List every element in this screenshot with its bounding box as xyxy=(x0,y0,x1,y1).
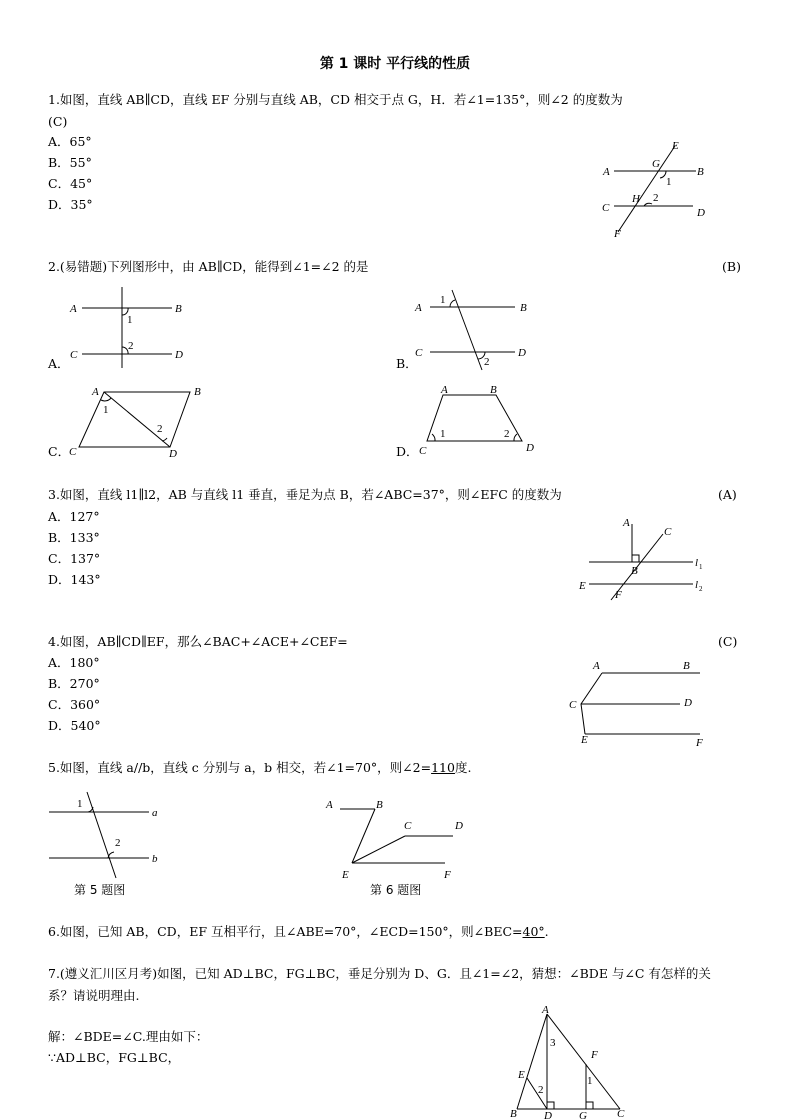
q7-figure-stroke xyxy=(527,1078,547,1109)
q2-figure-b xyxy=(410,288,540,373)
q2-figure-b-label: D xyxy=(518,347,526,359)
q2-figure-c-stroke xyxy=(162,438,167,441)
label-f: F xyxy=(614,228,621,240)
q2-option-d: D． xyxy=(396,444,419,459)
q2-figure-c-stroke xyxy=(101,398,111,401)
q6-figure-label: F xyxy=(444,869,451,881)
q3-figure-label: l xyxy=(695,557,699,569)
q2-figure-b-stroke xyxy=(452,290,482,370)
q2-figure-d-label: B xyxy=(490,384,497,396)
q1-option-b: B．55° xyxy=(48,155,92,170)
q7-figure-label: F xyxy=(591,1049,598,1061)
q2-option-b: B． xyxy=(396,356,418,371)
q3-figure-label: 2 xyxy=(699,585,703,593)
q4-figure-label: F xyxy=(696,737,703,749)
q1-stem: 1.如图，直线 AB∥CD，直线 EF 分别与直线 AB，CD 相交于点 G，H．若∠1=135°，则∠2 的度数为 xyxy=(48,92,623,107)
label-g: G xyxy=(652,158,660,170)
q7-figure-stroke xyxy=(547,1014,620,1109)
q2-figure-c-label: C xyxy=(69,446,77,458)
q6-figure-stroke xyxy=(352,836,405,863)
q2-figure-a xyxy=(62,285,192,370)
label-e: E xyxy=(672,140,679,152)
q7-figure-label: 2 xyxy=(538,1084,544,1096)
q2-figure-a-label: 2 xyxy=(128,340,134,352)
q7-figure-label: E xyxy=(518,1069,525,1081)
q2-figure-d-label: 2 xyxy=(504,428,510,440)
q7-figure-label: C xyxy=(617,1108,625,1119)
q7-figure-stroke xyxy=(586,1102,593,1109)
q5-figure-label: a xyxy=(152,807,158,819)
label-d: D xyxy=(697,207,705,219)
label-h: H xyxy=(632,193,640,205)
q4-answer: (C) xyxy=(718,634,738,649)
q6-figure-label: C xyxy=(404,820,412,832)
q2-option-a: A． xyxy=(48,356,70,371)
q7-figure-label: G xyxy=(579,1110,587,1119)
q2-figure-b-stroke xyxy=(450,300,455,307)
q7-figure xyxy=(505,1002,635,1119)
q5-figure-label: b xyxy=(152,853,158,865)
q5-figure-stroke xyxy=(87,792,116,878)
page-title: 第 1 课时 平行线的性质 xyxy=(319,56,471,72)
q7-figure-label: B xyxy=(510,1108,517,1119)
q7-stem-line2: 系？请说明理由. xyxy=(48,988,140,1003)
q2-figure-a-label: C xyxy=(70,349,78,361)
q6-caption: 第 6 题图 xyxy=(370,883,422,897)
q2-figure-b-label: 1 xyxy=(440,294,446,306)
q2-figure-b-label: 2 xyxy=(484,356,490,368)
q7-figure-stroke xyxy=(547,1102,554,1109)
q3-figure xyxy=(575,512,715,604)
q4-option-a: A．180° xyxy=(48,655,100,670)
q3-stem: 3.如图，直线 l1∥l2，AB 与直线 l1 垂直，垂足为点 B，若∠ABC=37°，则∠EFC 的度数为 xyxy=(48,487,562,502)
line-ef xyxy=(618,146,675,232)
q1-option-a: A．65° xyxy=(48,134,92,149)
q6-figure-label: B xyxy=(376,799,383,811)
q2-figure-c-label: 2 xyxy=(157,423,163,435)
q3-figure-label: E xyxy=(579,580,586,592)
q2-answer: (B) xyxy=(722,259,741,274)
q6-figure-label: D xyxy=(455,820,463,832)
q2-figure-b-label: C xyxy=(415,347,423,359)
q6-stem: 6.如图，已知 AB，CD，EF 互相平行，且∠ABE=70°，∠ECD=150°，则∠BEC=40°. xyxy=(48,924,549,939)
label-b: B xyxy=(697,166,704,178)
q3-figure-label: l xyxy=(695,579,699,591)
q2-figure-c-label: A xyxy=(92,386,99,398)
q5-figure xyxy=(44,790,174,880)
label-a: A xyxy=(603,166,610,178)
q6-answer: 40° xyxy=(522,924,545,939)
q7-solution-line2: ∵AD⊥BC，FG⊥BC， xyxy=(48,1050,181,1065)
q3-figure-label: A xyxy=(623,517,630,529)
q3-figure-label: 1 xyxy=(699,563,703,571)
q4-figure-label: A xyxy=(593,660,600,672)
q3-figure-label: C xyxy=(664,526,672,538)
q2-figure-a-label: D xyxy=(175,349,183,361)
q2-figure-c-label: 1 xyxy=(103,404,109,416)
q7-figure-label: 1 xyxy=(587,1075,593,1087)
q2-figure-c-stroke xyxy=(104,392,170,447)
q4-figure-label: C xyxy=(569,699,577,711)
q4-option-b: B．270° xyxy=(48,676,100,691)
q3-figure-stroke xyxy=(632,555,639,562)
q4-figure xyxy=(560,655,710,750)
q4-figure-label: E xyxy=(581,734,588,746)
q2-option-c: C． xyxy=(48,444,71,459)
q1-answer: (C) xyxy=(48,114,68,129)
q4-option-d: D．540° xyxy=(48,718,101,733)
q4-figure-label: B xyxy=(683,660,690,672)
q2-figure-d-label: C xyxy=(419,445,427,457)
q2-figure-b-label: A xyxy=(415,302,422,314)
q2-figure-c-label: D xyxy=(169,448,177,460)
q2-figure-a-label: B xyxy=(175,303,182,315)
label-angle-2: 2 xyxy=(653,192,659,204)
q7-figure-label: D xyxy=(544,1110,552,1119)
q2-figure-c xyxy=(66,381,216,461)
q2-figure-a-label: A xyxy=(70,303,77,315)
q3-option-a: A．127° xyxy=(48,509,100,524)
q7-stem-line1: 7.(遵义汇川区月考)如图，已知 AD⊥BC，FG⊥BC，垂足分别为 D、G．且∠1=∠2，猜想：∠BDE 与∠C 有怎样的关 xyxy=(48,966,711,981)
q3-figure-label: F xyxy=(615,589,622,601)
q2-figure-d-stroke xyxy=(514,434,517,441)
q3-option-c: C．137° xyxy=(48,551,101,566)
q2-figure-d-stroke xyxy=(432,434,435,441)
q2-stem: 2.(易错题)下列图形中，由 AB∥CD，能得到∠1=∠2 的是 xyxy=(48,259,369,274)
q2-figure-b-label: B xyxy=(520,302,527,314)
q2-figure-c-label: B xyxy=(194,386,201,398)
q2-figure-d-label: D xyxy=(526,442,534,454)
q6-figure-stroke xyxy=(352,809,375,863)
q3-option-b: B．133° xyxy=(48,530,100,545)
q2-figure-c-stroke xyxy=(79,392,190,447)
q1-figure xyxy=(596,138,716,242)
q1-option-c: C．45° xyxy=(48,176,93,191)
label-c: C xyxy=(602,202,610,214)
q2-figure-a-label: 1 xyxy=(127,314,133,326)
q7-solution-line1: 解：∠BDE=∠C.理由如下： xyxy=(48,1029,209,1044)
q6-figure-label: A xyxy=(326,799,333,811)
q5-answer: 110 xyxy=(431,760,455,775)
q4-option-c: C．360° xyxy=(48,697,101,712)
q4-stem: 4.如图，AB∥CD∥EF，那么∠BAC+∠ACE+∠CEF= xyxy=(48,634,348,649)
q7-figure-label: A xyxy=(542,1004,549,1016)
q5-stem: 5.如图，直线 a//b，直线 c 分别与 a，b 相交，若∠1=70°，则∠2=110度. xyxy=(48,760,472,775)
q2-figure-d-label: 1 xyxy=(440,428,446,440)
q5-caption: 第 5 题图 xyxy=(74,883,126,897)
q7-figure-label: 3 xyxy=(550,1037,556,1049)
q3-figure-label: B xyxy=(631,565,638,577)
label-angle-1: 1 xyxy=(666,176,672,188)
q6-figure-label: E xyxy=(342,869,349,881)
q3-option-d: D．143° xyxy=(48,572,101,587)
q5-figure-label: 2 xyxy=(115,837,121,849)
q5-figure-label: 1 xyxy=(77,798,83,810)
q1-option-d: D．35° xyxy=(48,197,93,212)
q6-figure xyxy=(320,793,470,883)
q3-answer: (A) xyxy=(718,487,737,502)
q2-figure-d xyxy=(410,381,550,461)
q4-figure-label: D xyxy=(684,697,692,709)
q2-figure-d-label: A xyxy=(441,384,448,396)
